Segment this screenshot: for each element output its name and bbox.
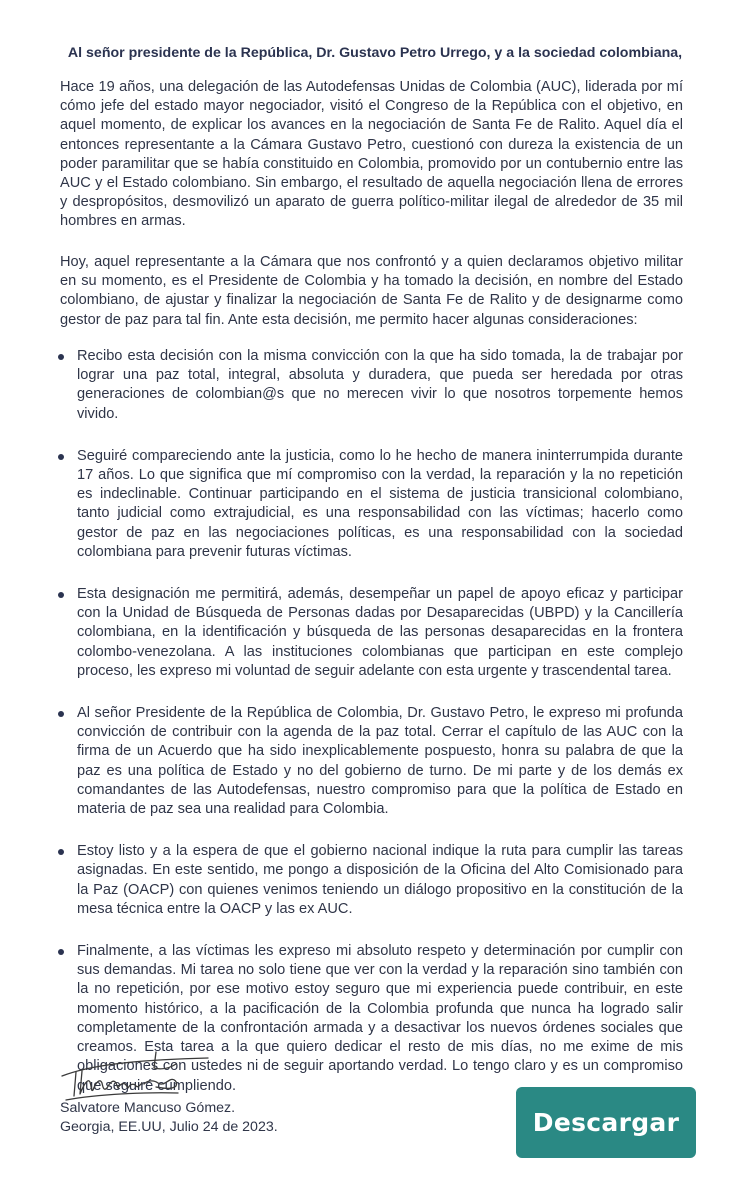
list-item (60, 585, 683, 681)
list-item-text: Finalmente, a las víctimas les expreso mi absoluto respeto y determinación por cumplir con sus demandas. Mi tarea no solo tiene que ver con la verdad y la reparación sino también con la no repetición, por ese motivo estoy seguro que mi experiencia puede contribuir, en este momento histórico, a la pacificación de la Colombia profunda que nunca ha logrado salir completamente de la confrontación armada y a desactivar los nuevos órdenes sociales que creamos. Esta tarea a la que quiero dedicar el resto de mis días, no me exime de mis obligaciones con ustedes ni de seguir aportando verdad. Lo tengo claro y es un compromiso que seguiré cumpliendo. (77, 943, 683, 1094)
bullet-icon (58, 454, 64, 460)
bullet-icon (58, 949, 64, 955)
considerations-list (60, 347, 683, 1119)
bullet-icon (58, 711, 64, 717)
list-item (60, 704, 683, 819)
bullet-icon (58, 354, 64, 360)
list-item-text: Esta designación me permitirá, además, desempeñar un papel de apoyo eficaz y participar con la Unidad de Búsqueda de Personas dadas por Desaparecidas (UBPD) y la Cancillería colombiana, en la identificación y búsqueda de las personas desaparecidas en la frontera colombo-venezolana. A las instituciones colombianas que participan en este complejo proceso, les expreso mi voluntad de seguir adelante con esta urgente y trascendental tarea. (77, 586, 683, 679)
handwritten-signature (58, 1038, 218, 1108)
list-item-text: Estoy listo y a la espera de que el gobierno nacional indique la ruta para cumplir las tareas asignadas. En este sentido, me pongo a disposición de la Oficina del Alto Comisionado para la Paz (OACP) con quienes venimos teniendo un diálogo propositivo en la constitución de la mesa técnica entre la OACP y las ex AUC. (77, 843, 683, 917)
list-item (60, 842, 683, 919)
list-item (60, 347, 683, 424)
list-item-text: Seguiré compareciendo ante la justicia, como lo he hecho de manera ininterrumpida durante 17 años. Lo que significa que mí compromiso con la verdad, la reparación y la no repetición es indeclinable. Continuar participando en el sistema de justicia transicional colombiano, tanto judicial como extrajudicial, es una responsabilidad con las víctimas; hacerlo como gestor de paz en las negociaciones políticas, es una responsabilidad con la sociedad colombiana para prevenir futuras víctimas. (77, 447, 683, 560)
list-item-text: Al señor Presidente de la República de Colombia, Dr. Gustavo Petro, le expreso mi profunda convicción de contribuir con la agenda de la paz total. Cerrar el capítulo de las AUC con la firma de un Acuerdo que ha sido inexplicablemente pospuesto, honra su palabra de que la paz es una política de Estado y no del gobierno de turno. De mi parte y de los demás ex comandantes de las Autodefensas, nuestro compromiso para que la política de Estado en materia de paz sea una realidad para Colombia. (77, 705, 683, 818)
list-item-text: Recibo esta decisión con la misma convicción con la que ha sido tomada, la de trabajar por lograr una paz total, integral, absoluta y duradera, que pueda ser heredada por otras generaciones de colombian@s que no merecen vivir lo que nosotros torpemente hemos vivido. (77, 348, 683, 422)
download-button[interactable]: Descargar (516, 1087, 696, 1158)
letter-paragraph: Hace 19 años, una delegación de las Autodefensas Unidas de Colombia (AUC), liderada por mí cómo jefe del estado mayor negociador, visitó el Congreso de la República con el objetivo, en aquel momento, de explicar los avances en la negociación de Santa Fe de Ralito. Aquel día el entonces representante a la Cámara Gustavo Petro, cuestionó con dureza la existencia de un poder paramilitar que se había constituido en Colombia, promovido por un contubernio entre las AUC y el Estado colombiano. Sin embargo, el resultado de aquella negociación llena de errores y despropósitos, desmovilizó un aparato de guerra político-militar ilegal de alrededor de 35 mil hombres en armas. (60, 79, 683, 230)
letter-paragraph: Hoy, aquel representante a la Cámara que nos confrontó y a quien declaramos objetivo militar en su momento, es el Presidente de Colombia y ha tomado la decisión, en nombre del Estado colombiano, de ajustar y finalizar la negociación de Santa Fe de Ralito y de designarme como gestor de paz para tal fin. Ante esta decisión, me permito hacer algunas consideraciones: (60, 254, 683, 328)
signer-name: Salvatore Mancuso Gómez. (60, 1100, 236, 1116)
letter-heading: Al señor presidente de la República, Dr. Gustavo Petro Urrego, y a la sociedad colombiana, (67, 45, 683, 61)
bullet-icon (58, 849, 64, 855)
list-item (60, 447, 683, 562)
signature-place-date: Georgia, EE.UU, Julio 24 de 2023. (60, 1119, 278, 1135)
bullet-icon (58, 592, 64, 598)
